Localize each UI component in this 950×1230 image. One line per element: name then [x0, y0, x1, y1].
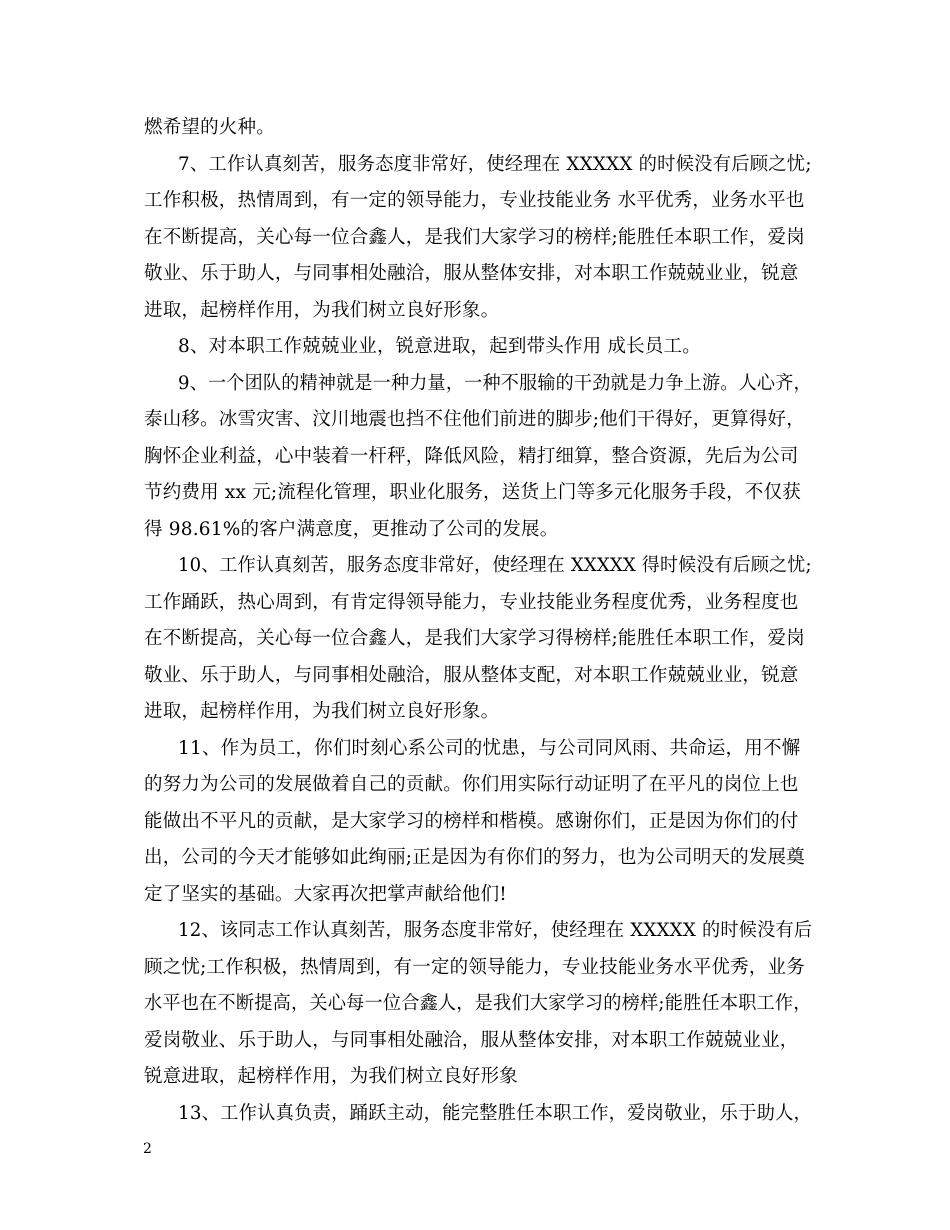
text-line: 7、工作认真刻苦，服务态度非常好，使经理在 XXXXX 的时候没有后顾之忧; [178, 154, 812, 175]
text-line: 出，公司的今天才能够如此绚丽;正是因为有你们的努力，也为公司明天的发展奠 [144, 847, 805, 868]
text-line: 燃希望的火种。 [144, 117, 275, 138]
text-line: 工作踊跃，热心周到，有肯定得领导能力，专业技能业务程度优秀，业务程度也 [144, 592, 799, 613]
text-line: 在不断提高，关心每一位合鑫人，是我们大家学习得榜样;能胜任本职工作，爱岗 [144, 628, 805, 649]
text-line: 10、工作认真刻苦，服务态度非常好，使经理在 XXXXX 得时候没有后顾之忧; [178, 555, 812, 576]
page-number: 2 [143, 1141, 152, 1157]
text-line: 顾之忧;工作积极，热情周到，有一定的领导能力，专业技能业务水平优秀，业务 [144, 957, 805, 978]
text-line: 水平也在不断提高，关心每一位合鑫人，是我们大家学习的榜样;能胜任本职工作， [144, 993, 812, 1014]
text-line: 锐意进取，起榜样作用，为我们树立良好形象 [144, 1066, 519, 1087]
text-line: 能做出不平凡的贡献，是大家学习的榜样和楷模。感谢你们，正是因为你们的付 [144, 811, 799, 832]
text-line: 在不断提高，关心每一位合鑫人，是我们大家学习的榜样;能胜任本职工作，爱岗 [144, 227, 805, 248]
text-line: 定了坚实的基础。大家再次把掌声献给他们! [144, 884, 507, 905]
text-line: 敬业、乐于助人，与同事相处融洽，服从整体支配，对本职工作兢兢业业，锐意 [144, 665, 799, 686]
text-line: 得 98.61%的客户满意度，更推动了公司的发展。 [144, 519, 559, 540]
text-line: 12、该同志工作认真刻苦，服务态度非常好，使经理在 XXXXX 的时候没有后 [178, 920, 813, 941]
text-line: 工作积极，热情周到，有一定的领导能力，专业技能业务 水平优秀，业务水平也 [144, 190, 805, 211]
text-line: 爱岗敬业、乐于助人，与同事相处融洽，服从整体安排，对本职工作兢兢业业， [144, 1030, 799, 1051]
text-line: 敬业、乐于助人，与同事相处融洽，服从整体安排，对本职工作兢兢业业，锐意 [144, 263, 799, 284]
text-line: 的努力为公司的发展做着自己的贡献。你们用实际行动证明了在平凡的岗位上也 [144, 774, 799, 795]
text-line: 9、一个团队的精神就是一种力量，一种不服输的干劲就是力争上游。人心齐， [178, 373, 812, 394]
text-line: 进取，起榜样作用，为我们树立良好形象。 [144, 300, 500, 321]
text-line: 8、对本职工作兢兢业业，锐意进取，起到带头作用 成长员工。 [178, 336, 701, 357]
text-line: 节约费用 xx 元;流程化管理，职业化服务，送货上门等多元化服务手段，不仅获 [144, 482, 801, 503]
text-line: 胸怀企业利益，心中装着一杆秤，降低风险，精打细算，整合资源，先后为公司 [144, 446, 799, 467]
text-line: 11、作为员工，你们时刻心系公司的忧患，与公司同风雨、共命运，用不懈 [178, 738, 801, 759]
text-line: 泰山移。冰雪灾害、汶川地震也挡不住他们前进的脚步;他们干得好，更算得好， [144, 409, 805, 430]
text-line: 13、工作认真负责，踊跃主动，能完整胜任本职工作，爱岗敬业，乐于助人， [178, 1103, 813, 1124]
text-line: 进取，起榜样作用，为我们树立良好形象。 [144, 701, 500, 722]
